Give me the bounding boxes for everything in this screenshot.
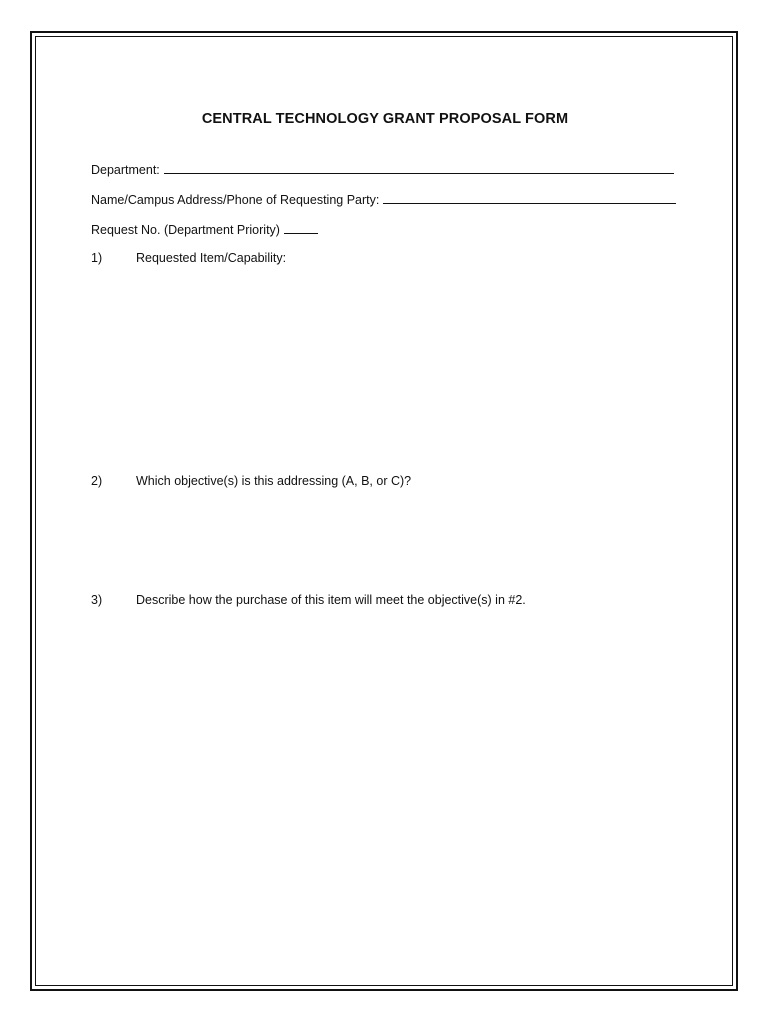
question-number: 3) <box>91 593 103 607</box>
request-no-field[interactable] <box>284 221 318 234</box>
question-2 <box>91 474 411 488</box>
department-field[interactable] <box>164 161 674 174</box>
question-text: Which objective(s) is this addressing (A, B, or C)? <box>136 474 412 488</box>
question-3 <box>91 593 526 607</box>
request-no-row <box>91 221 318 237</box>
department-row <box>91 161 674 177</box>
question-number: 1) <box>91 251 103 265</box>
page-inner-border <box>35 36 733 986</box>
requesting-party-row <box>91 191 676 207</box>
request-no-label: Request No. (Department Priority) <box>91 223 280 237</box>
question-text: Describe how the purchase of this item will meet the objective(s) in #2. <box>136 593 526 607</box>
question-text: Requested Item/Capability: <box>136 251 287 265</box>
question-number: 2) <box>91 474 103 488</box>
requesting-party-label: Name/Campus Address/Phone of Requesting Party: <box>91 193 380 207</box>
department-label: Department: <box>91 163 160 177</box>
requesting-party-field[interactable] <box>383 191 676 204</box>
question-1 <box>91 251 286 265</box>
form-title: CENTRAL TECHNOLOGY GRANT PROPOSAL FORM <box>201 111 569 127</box>
